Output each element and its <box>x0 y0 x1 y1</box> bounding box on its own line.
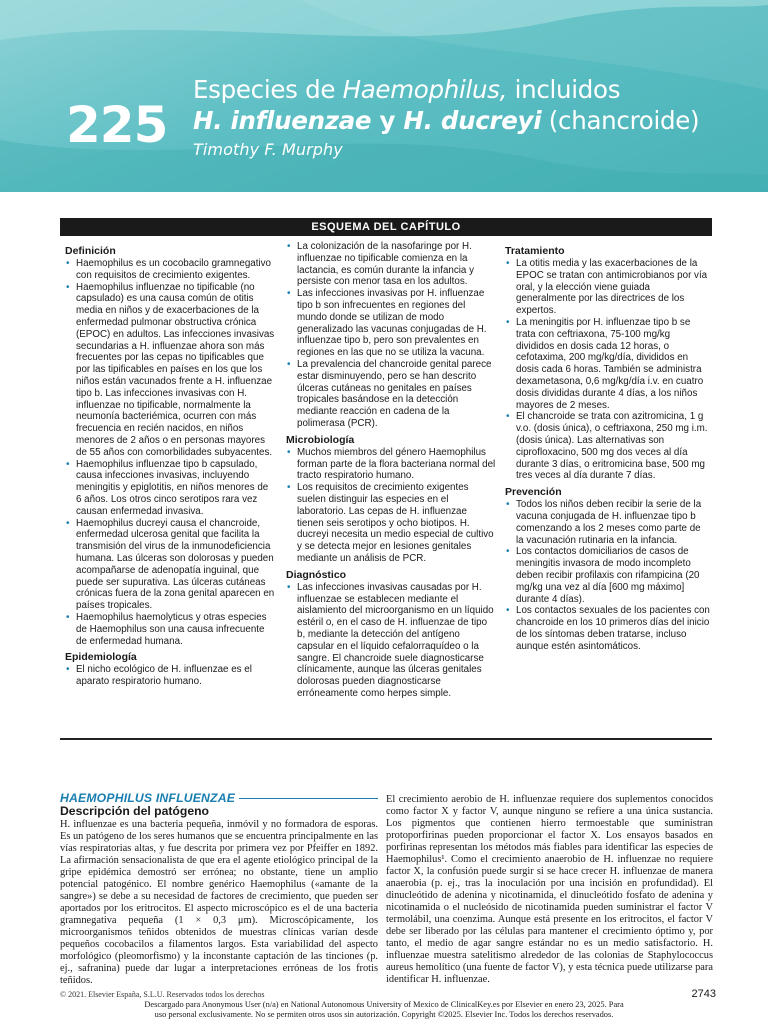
outline-bullet-item: • Muchos miembros del género Haemophilus forman parte de la flora bacteriana normal del tracto respiratorio humano. <box>286 447 496 482</box>
title-text: incluidos <box>507 75 621 104</box>
diagnostico-list <box>286 582 496 700</box>
outline-column-2 <box>286 241 496 700</box>
chapter-author: Timothy F. Murphy <box>193 140 343 159</box>
outline-bullet-item: • El nicho ecológico de H. influenzae es el aparato respiratorio humano. <box>65 664 275 688</box>
outline-bullet-item: • El chancroide se trata con azitromicina, 1 g v.o. (dosis única), o ceftriaxona, 250 mg i.m. (dosis única). Las alternativas son ciprofloxacino, 500 mg dos veces al día durante 3 días, o eritromicina base, 500 mg tres veces al día durante 7 días. <box>505 411 710 482</box>
epidemiologia-continued-list <box>286 241 496 430</box>
outline-bullet-item: • La meningitis por H. influenzae tipo b se trata con ceftriaxona, 75-100 mg/kg divididos en dosis cada 12 horas, o cefotaxima, 200 mg/kg/día, divididos en dosis cada 6 horas. También se administra dexametasona, 0,6 mg/kg/día i.v. en cuatro dosis divididas durante 4 días, a los niños mayores de 2 meses. <box>505 317 710 411</box>
outline-bullet-item: • Los requisitos de crecimiento exigentes suelen distinguir las especies en el laboratorio. Las cepas de H. influenzae tienen seis serotipos y ocho biotipos. H. ducreyi necesita un medio especial de cultivo y se detecta mejor en lesiones genitales mediante un análisis de PCR. <box>286 482 496 565</box>
copyright-notice: © 2021. Elsevier España, S.L.U. Reservados todos los derechos <box>60 990 265 999</box>
download-notice-line: Descargado para Anonymous User (n/a) en National Autonomous University of Mexico de ClinicalKey.es por Elsevier en enero 23, 2025. Para <box>144 1000 624 1009</box>
outline-heading-microbiologia: Microbiología <box>286 433 355 446</box>
outline-columns <box>60 236 712 736</box>
outline-bullet-item: • Todos los niños deben recibir la serie de la vacuna conjugada de H. influenzae tipo b comenzando a los 2 meses como parte de la vacunación rutinaria en la infancia. <box>505 499 710 546</box>
title-text: Especies de <box>193 75 343 104</box>
title-text: y <box>371 106 404 135</box>
page-number: 2743 <box>691 988 716 1000</box>
outline-bullet-item: • Haemophilus influenzae tipo b capsulado, causa infecciones invasivas, incluyendo meningitis y epiglotitis, en niños menores de 6 años. Los otros cinco serotipos rara vez causan enfermedad invasiva. <box>65 459 275 518</box>
prevencion-list <box>505 499 710 652</box>
outline-title: ESQUEMA DEL CAPÍTULO <box>60 218 712 236</box>
outline-bullet-item: • Haemophilus influenzae no tipificable (no capsulado) es una causa común de otitis media en niños y de exacerbaciones de la enfermedad pulmonar obstructiva crónica (EPOC) en adultos. Las infecciones invasivas secundarias a H. influenzae ahora son más frecuentes por las cepas no tipificables que por las tipificables en países en los que los niños están vacunados frente a H. influenzae tipo b. Las infecciones invasivas con H. influenzae no tipificable, normalmente la neumonía bacteriémica, ocurren con más frecuencia en recién nacidos, en niños menores de 2 años o en personas mayores de 55 años con comorbilidades subyacentes. <box>65 282 275 459</box>
outline-heading-epidemiologia: Epidemiología <box>65 651 137 664</box>
section-title-text: HAEMOPHILUS INFLUENZAE <box>60 791 236 805</box>
section-title-rule <box>239 798 378 799</box>
outline-heading-diagnostico: Diagnóstico <box>286 568 347 581</box>
outline-heading-tratamiento: Tratamiento <box>505 245 565 257</box>
outline-bullet-item: • La otitis media y las exacerbaciones de la EPOC se tratan con antimicrobianos por vía oral, y la elección viene guiada generalmente por las directrices de los expertos. <box>505 258 710 317</box>
title-species: H. influenzae <box>193 106 372 135</box>
body-column-2 <box>386 794 713 986</box>
outline-bullet-item: • Los contactos sexuales de los pacientes con chancroide en los 10 primeros días del inicio de los síntomas deben tratarse, incluso aunque estén asintomáticos. <box>505 605 710 652</box>
outline-bullet-item: • Haemophilus haemolyticus y otras especies de Haemophilus son una causa infrecuente de enfermedad humana. <box>65 612 275 647</box>
chapter-title-line-1 <box>193 74 699 105</box>
tratamiento-list <box>505 258 710 482</box>
download-notice <box>100 1000 668 1020</box>
chapter-header-band <box>0 0 768 192</box>
outline-heading-prevencion: Prevención <box>505 486 562 499</box>
title-genus: Haemophilus, <box>342 75 508 104</box>
microbiologia-list <box>286 447 496 565</box>
outline-column-3 <box>505 241 710 653</box>
body-column-1 <box>60 792 378 987</box>
definicion-list <box>65 258 275 647</box>
title-species: H. ducreyi <box>403 106 542 135</box>
outline-bullet-item: • La prevalencia del chancroide genital parece estar disminuyendo, pero se han descrito úlceras cutáneas no genitales en países tropicales basándose en la detección mediante reacción en cadena de la polimerasa (PCR). <box>286 359 496 430</box>
chapter-title <box>193 74 699 159</box>
chapter-title-line-2 <box>193 105 699 136</box>
outline-column-1 <box>65 241 275 688</box>
outline-bullet-item: • Las infecciones invasivas causadas por H. influenzae se establecen mediante el aislamiento del microorganismo en un líquido estéril o, en el caso de H. influenzae de tipo b, mediante la detección del antígeno capsular en el líquido cefalorraquídeo o la sangre. El chancroide suele diagnosticarse clínicamente, aunque las úlceras genitales dolorosas pueden diagnosticarse erróneamente como herpes simple. <box>286 582 496 700</box>
download-notice-line: uso personal exclusivamente. No se permiten otros usos sin autorización. Copyright ©2025. Elsevier Inc. Todos los derechos reservados. <box>154 1010 614 1019</box>
body-paragraph: H. influenzae es una bacteria pequeña, inmóvil y no formadora de esporas. Es un patógeno de los seres humanos que se encuentra principalmente en las vías respiratorias altas, y fue descrita por primera vez por Pfeiffer en 1892. La afirmación sensacionalista de que era el agente etiológico principal de la gripe epidémica demostró ser errónea; no obstante, tiene un amplio potencial patogénico. El nombre genérico Haemophilus («amante de la sangre») se debe a su necesidad de factores de crecimiento, que pueden ser aportados por los eritrocitos. El aspecto microscópico es el de una bacteria gramnegativa pequeña (1 × 0,3 μm). Microscópicamente, los microorganismos teñidos obtenidos de muestras clínicas varían desde pequeños cocobacilos a filamentos largos. Esta variabilidad del aspecto morfológico (pleomorfismo) y la inconstante captación de las tinciones (p. ej., safranina) puede dar lugar a interpretaciones erróneas de los frotis teñidos. <box>60 819 378 986</box>
outline-bullet-item: • Haemophilus ducreyi causa el chancroide, enfermedad ulcerosa genital que facilita la transmisión del virus de la inmunodeficiencia humana. Las úlceras son dolorosas y pueden acompañarse de adenopatía inguinal, que puede ser supurativa. Las úlceras cutáneas crónicas fuera de la zona genital aparecen en países tropicales. <box>65 518 275 612</box>
section-title <box>60 792 378 804</box>
title-text: (chancroide) <box>541 106 700 135</box>
outline-bullet-item: • Haemophilus es un cocobacilo gramnegativo con requisitos de crecimiento exigentes. <box>65 258 275 282</box>
body-paragraph: El crecimiento aerobio de H. influenzae requiere dos suplementos conocidos como factor X y factor V, aunque ninguno se refiere a una única sustancia. Los pigmentos que contienen hierro termoestable que suministran protoporfirinas pueden proporcionar el factor X. Los ensayos basados en porfirinas representan los métodos más fiables para identificar las especies de Haemophilus¹. Como el crecimiento anaerobio de H. influenzae no requiere factor X, la confusión puede surgir si se hace crecer H. influenzae de manera anaerobia (p. ej., tras la inoculación por una incisión en profundidad). El dinucleótido de adenina y nicotinamida, el dinucleótido fosfato de adenina y nicotinamida o el nucleósido de nicotinamida pueden suministrar el factor V termolábil, una coenzima. Aunque está presente en los eritrocitos, el factor V debe ser liberado por las células para mantener el crecimiento óptimo y, por tanto, el medio de agar sangre estándar no es un medio satisfactorio. H. influenzae muestra satelitismo alrededor de las colonias de Staphylococcus aureus hemolítico (una fuente de factor V), y esta técnica puede utilizarse para identificar H. influenzae. <box>386 794 713 985</box>
subsection-title: Descripción del patógeno <box>60 804 209 818</box>
epidemiologia-list <box>65 664 275 688</box>
outline-bullet-item: • La colonización de la nasofaringe por H. influenzae no tipificable comienza en la lactancia, es común durante la infancia y persiste con menor tasa en los adultos. <box>286 241 496 288</box>
chapter-number: 225 <box>66 96 168 154</box>
chapter-outline-box <box>60 218 712 740</box>
outline-heading-definicion: Definición <box>65 245 116 257</box>
outline-bullet-item: • Los contactos domiciliarios de casos de meningitis invasora de modo incompleto deben recibir profilaxis con rifampicina (20 mg/kg una vez al día [600 mg máximo] durante 4 días). <box>505 546 710 605</box>
outline-bullet-item: • Las infecciones invasivas por H. influenzae tipo b son infrecuentes en regiones del mundo donde se utilizan de modo generalizado las vacunas conjugadas de H. influenzae tipo b, pero son prevalentes en regiones en las que no se utiliza la vacuna. <box>286 288 496 359</box>
